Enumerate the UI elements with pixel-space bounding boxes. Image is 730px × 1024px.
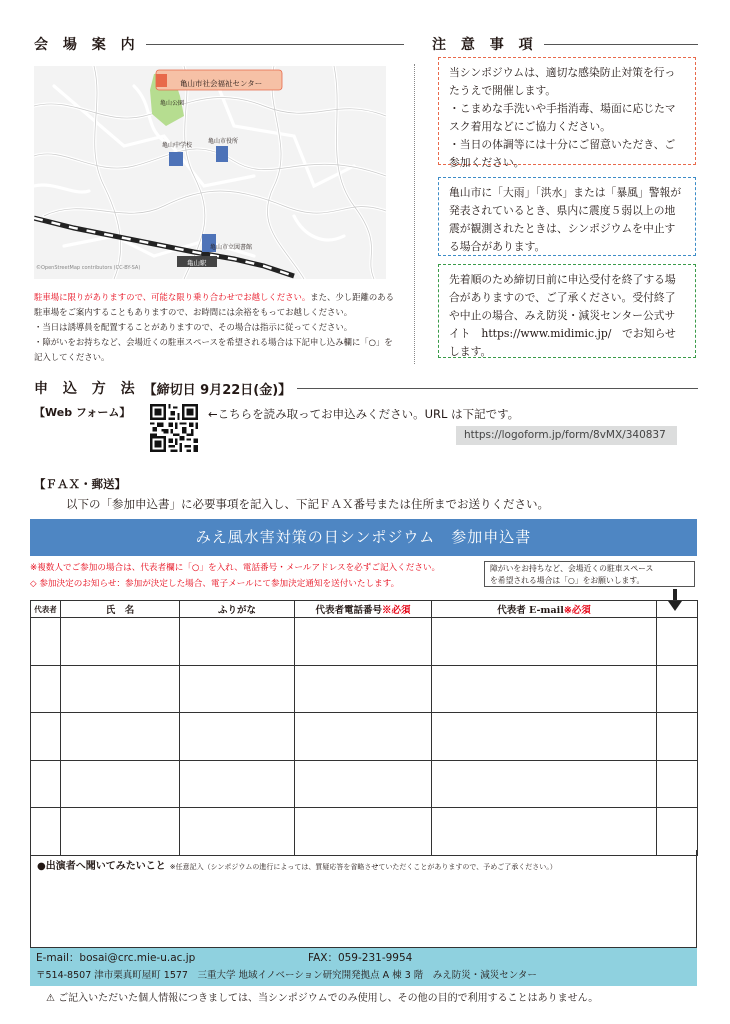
parking-callout: 障がいをお持ちなど、会場近くの駐車スペース を希望される場合は「○」をお願いします。	[484, 561, 695, 587]
cell-parking[interactable]	[657, 713, 698, 761]
venue-heading-text: 会 場 案 内	[34, 37, 140, 53]
notice-cancel-text: 亀山市に「大雨」「洪水」または「暴風」警報が発表されているとき、県内に震度５弱以上の地震が観測されたときは、シンポジウムを中止する場合があります。	[449, 186, 682, 253]
cell-email[interactable]	[432, 713, 657, 761]
qr-code[interactable]	[150, 404, 198, 452]
cell-phone[interactable]	[295, 665, 432, 713]
cell-phone[interactable]	[295, 713, 432, 761]
col-parking	[657, 601, 698, 618]
cell-name[interactable]	[61, 713, 180, 761]
map-label-station: 亀山駅	[187, 259, 207, 267]
table-row	[31, 760, 698, 808]
notice-infection-text: 当シンポジウムは、適切な感染防止対策を行ったうえで開催します。 ・こまめな手洗いや手指消毒、場面に応じたマスク着用などにご協力ください。 ・当日の体調等には十分にご留意いただき、ご参加ください。	[449, 66, 676, 169]
parking-note-main	[34, 290, 396, 320]
application-heading-text: 申 込 方 法	[34, 381, 140, 397]
application-heading	[34, 378, 698, 398]
parking-note-bullet-2: ・障がいをお持ちなど、会場近くの駐車スペースを希望される場合は下記申し込み欄に「○」を記入してください。	[34, 337, 393, 362]
cell-representative[interactable]	[31, 760, 61, 808]
privacy-notice: ⚠ ご記入いただいた個人情報につきましては、当シンポジウムでのみ使用し、その他の目的で利用することはありません。	[46, 993, 599, 1004]
notice-heading	[432, 34, 698, 54]
table-row	[31, 713, 698, 761]
registration-table	[30, 600, 698, 856]
application-heading-rule	[297, 388, 698, 389]
cell-email[interactable]	[432, 760, 657, 808]
parking-note-bullet-1: ・当日は誘導員を配置することがありますので、その場合は指示に従ってください。	[34, 322, 353, 332]
notice-cancel	[438, 177, 696, 256]
parking-note-rest: また、少し距離のある駐車場をご案内することもありますので、お時間には余裕をもってお越しください。	[34, 292, 394, 317]
cell-furigana[interactable]	[180, 618, 295, 666]
table-row	[31, 808, 698, 856]
map-label-library: 亀山市立図書館	[210, 244, 253, 251]
web-form-url[interactable]: https://logoform.jp/form/8vMX/340837	[456, 426, 677, 445]
map-credit: ©OpenStreetMap contributors (CC-BY-SA)	[36, 265, 141, 271]
column-divider	[414, 64, 415, 364]
cell-parking[interactable]	[657, 760, 698, 808]
contact-address: 〒514-8507 津市栗真町屋町 1577 三重大学 地域イノベーション研究開発拠点 A 棟 3 階 みえ防災・減災センター	[36, 970, 537, 981]
form-title: みえ風水害対策の日シンポジウム 参加申込書	[30, 519, 697, 556]
cell-representative[interactable]	[31, 808, 61, 856]
table-row	[31, 665, 698, 713]
questions-title: ●出演者へ聞いてみたいこと	[37, 861, 166, 872]
cell-name[interactable]	[61, 618, 180, 666]
map-label-cityhall: 亀山市役所	[208, 138, 239, 145]
cell-parking[interactable]	[657, 808, 698, 856]
cell-email[interactable]	[432, 665, 657, 713]
notice-heading-rule	[544, 44, 698, 45]
cell-phone[interactable]	[295, 618, 432, 666]
col-email-label: 代表者 E-mail	[497, 605, 564, 616]
questions-field[interactable]	[30, 850, 697, 948]
col-representative: 代表者	[31, 601, 61, 618]
form-note-multiple: ※複数人でご参加の場合は、代表者欄に「○」を入れ、電話番号・メールアドレスを必ずご記入ください。	[30, 563, 441, 573]
col-name: 氏 名	[61, 601, 180, 618]
venue-map	[34, 66, 386, 279]
venue-heading-rule	[146, 44, 404, 45]
col-phone-label: 代表者電話番号	[315, 605, 382, 616]
cell-furigana[interactable]	[180, 808, 295, 856]
web-form-instruction: ←こちらを読み取ってお申込みください。URL は下記です。	[208, 407, 520, 421]
notice-infection	[438, 57, 696, 169]
cell-email[interactable]	[432, 618, 657, 666]
cell-name[interactable]	[61, 665, 180, 713]
cell-representative[interactable]	[31, 618, 61, 666]
fax-mail-instruction: 以下の「参加申込書」に必要事項を記入し、下記ＦＡＸ番号または住所までお送りください。	[66, 497, 549, 511]
col-email	[432, 601, 657, 618]
notice-first-come	[438, 264, 696, 358]
parking-notes	[34, 290, 396, 365]
deadline-text: 【締切日 9月22日(金)】	[143, 382, 292, 398]
table-header-row	[31, 601, 698, 618]
cell-parking[interactable]	[657, 665, 698, 713]
cell-phone[interactable]	[295, 760, 432, 808]
map-label-school: 亀山中学校	[162, 142, 193, 149]
fax-mail-label: 【ＦＡＸ・郵送】	[34, 477, 126, 491]
contact-email[interactable]: E-mail：bosai@crc.mie-u.ac.jp	[36, 952, 196, 964]
cell-name[interactable]	[61, 808, 180, 856]
table-row	[31, 618, 698, 666]
notice-first-come-text: 先着順のため締切日前に申込受付を終了する場合がありますので、ご了承ください。受付終了や中止の場合、みえ防災・減災センター公式サイト https://www.midimic.jp/ でお知らせします。	[449, 273, 676, 358]
col-email-required: ※必須	[563, 605, 591, 616]
cell-furigana[interactable]	[180, 760, 295, 808]
contact-bar	[30, 948, 697, 986]
map-label-center: 亀山市社会福祉センター	[180, 79, 263, 88]
col-phone-required: ※必須	[382, 605, 411, 616]
cell-representative[interactable]	[31, 713, 61, 761]
cell-representative[interactable]	[31, 665, 61, 713]
cell-email[interactable]	[432, 808, 657, 856]
cell-name[interactable]	[61, 760, 180, 808]
questions-note: ※任意記入（シンポジウムの進行によっては、質疑応答を省略させていただくことがありますので、予めご了承ください。）	[169, 863, 557, 871]
web-form-label: 【Web フォーム】	[34, 406, 131, 419]
cell-parking[interactable]	[657, 618, 698, 666]
parking-note-red: 駐車場に限りがありますので、可能な限り乗り合わせでお越しください。	[34, 292, 311, 302]
venue-heading	[34, 34, 404, 54]
notice-heading-text: 注 意 事 項	[432, 37, 538, 53]
contact-fax: FAX：059-231-9954	[308, 952, 413, 964]
form-note-confirmation: ◇ 参加決定のお知らせ：参加が決定した場合、電子メールにて参加決定通知を送付いたします。	[30, 579, 400, 589]
col-phone	[295, 601, 432, 618]
cell-furigana[interactable]	[180, 713, 295, 761]
col-furigana: ふりがな	[180, 601, 295, 618]
cell-phone[interactable]	[295, 808, 432, 856]
cell-furigana[interactable]	[180, 665, 295, 713]
map-label-park: 亀山公園	[160, 100, 185, 107]
